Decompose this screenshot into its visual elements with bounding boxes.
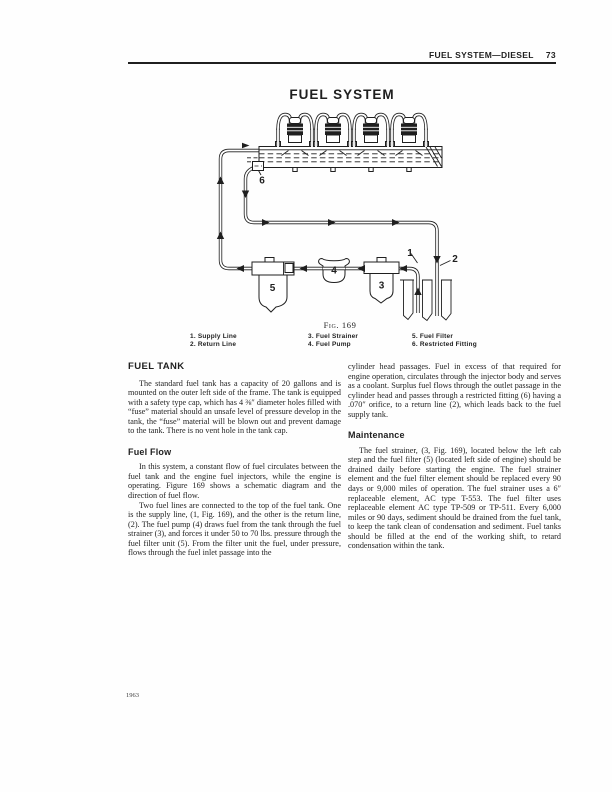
fuel-flow-heading: Fuel Flow <box>128 446 172 457</box>
header-section-title: FUEL SYSTEM—DIESEL <box>428 50 534 60</box>
figure-legend-column-3 <box>412 333 477 349</box>
cylinder-head <box>247 147 442 168</box>
maintenance-paragraph: The fuel strainer, (3, Fig. 169), located below the left cab step and the fuel filter (5) (located left side of engine) should be drained daily before starting the engine. The fuel strainer element and the fuel filter element should be replaced every 90 days or 9,000 miles of operation. The fuel strainer uses a 6″ replaceable element, AC type T-553. The fuel filter uses replaceable element AC type TP-509 or TP-511. Every 6,000 miles or 90 days, sediment should be drained from the fuel tank, to keep the tank clean of condensation and sediment. Fuel tanks should be filled at the end of the working shift, to retard condensation within the tank. <box>348 445 561 551</box>
footer-year: 1963 <box>126 692 139 699</box>
callout-5: 5 <box>269 283 276 294</box>
legend-item: 1. Supply Line <box>190 333 237 340</box>
fuel-tank-paragraph: The standard fuel tank has a capacity of 20 gallons and is mounted on the outer left side of the frame. The tank is equipped with a safety type cap, which has 4 ⅜″ diameter holes filled with “fuse” material should an unsafe level of pressure develop in the tank, the “fuse” material will be blown out and prevent damage to the tank. There is no vent hole in the tank cap. <box>128 378 341 436</box>
legend-item: 5. Fuel Filter <box>412 333 454 340</box>
callout-2: 2 <box>452 254 458 265</box>
legend-item: 6. Restricted Fitting <box>412 341 477 349</box>
legend-item: 3. Fuel Strainer <box>308 333 359 340</box>
fuel-flow-continuation-paragraph: cylinder head passages. Fuel in excess of that required for engine operation, circulates through the injector body and serves as a coolant. Surplus fuel flows through the outlet passage in the cylinder head and passes through a restricted fitting (6) having a .070″ orifice, to a return line (2), which leads back to the fuel supply tank. <box>348 362 561 419</box>
fuel-flow-paragraph-1: In this system, a constant flow of fuel circulates between the fuel tank and the engine fuel injectors, while the engine is operating. Figure 169 shows a schematic diagram and the direction of fuel flow. <box>128 462 341 501</box>
figure-caption: Fig. 169 <box>323 320 357 330</box>
right-column <box>348 362 561 551</box>
callout-leaders <box>259 171 451 266</box>
fuel-tank-section <box>400 280 452 321</box>
callout-4: 4 <box>331 265 337 277</box>
callout-1: 1 <box>407 248 413 259</box>
legend-item: 4. Fuel Pump <box>308 341 351 349</box>
fuel-flow-paragraph-2: Two fuel lines are connected to the top of the fuel tank. One is the supply line, (1, Fig. 169), and the other is the return line, (2). The fuel pump (4) draws fuel from the tank through the fuel strainer (3), and forces it under 50 to 70 lbs. pressure through the fuel filter unit (5). From the filter unit the fuel, under pressure, flows through the fuel inlet passage into the <box>128 500 341 558</box>
legend-item: 2. Return Line <box>190 341 237 349</box>
maintenance-heading: Maintenance <box>348 430 405 441</box>
restricted-fitting <box>253 162 264 171</box>
figure-legend-column-1 <box>190 333 237 349</box>
header-page-number: 73 <box>545 50 556 60</box>
figure-legend-column-2 <box>308 333 358 349</box>
page-title: FUEL SYSTEM <box>289 87 395 102</box>
callout-6: 6 <box>259 175 265 187</box>
callout-3: 3 <box>378 280 385 292</box>
fuel-tank-heading: FUEL TANK <box>128 361 185 372</box>
left-column <box>128 362 341 558</box>
